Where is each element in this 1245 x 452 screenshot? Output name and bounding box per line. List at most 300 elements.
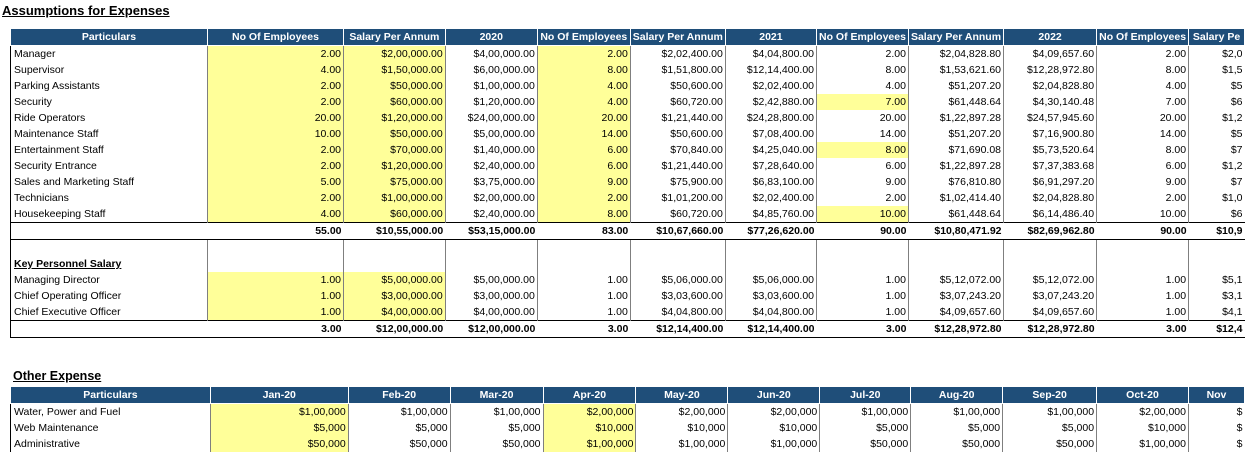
cell[interactable]: $10,55,000.00 xyxy=(344,223,446,240)
cell[interactable]: $75,900.00 xyxy=(630,174,725,190)
cell[interactable]: $2,00,000 xyxy=(728,404,820,421)
cell[interactable]: $50,000.00 xyxy=(344,126,446,142)
employee-row xyxy=(11,174,1245,190)
row-label[interactable]: Managing Director xyxy=(11,272,208,288)
cell[interactable]: 2.00 xyxy=(1097,46,1189,63)
cell[interactable] xyxy=(1189,256,1245,272)
cell[interactable]: $1,00,000 xyxy=(1003,404,1097,421)
cell[interactable]: $4,25,040.00 xyxy=(725,142,816,158)
row-label[interactable]: Security Entrance xyxy=(11,158,208,174)
cell[interactable]: $4,30,140.48 xyxy=(1004,94,1097,110)
cell[interactable]: $61,448.64 xyxy=(908,94,1003,110)
cell[interactable]: $4,00,000.00 xyxy=(344,304,446,321)
cell[interactable]: $10,000 xyxy=(1097,420,1189,436)
cell[interactable]: 8.00 xyxy=(817,62,909,78)
salary-header-col-9[interactable]: 2022 xyxy=(1004,29,1097,46)
cell[interactable]: $5,06,000.00 xyxy=(630,272,725,288)
cell[interactable]: $50,000 xyxy=(1003,436,1097,452)
cell[interactable]: $1,00,000 xyxy=(820,404,911,421)
cell[interactable]: $1,00,000 xyxy=(543,436,636,452)
other-header-col-10[interactable]: Oct-20 xyxy=(1097,387,1189,404)
cell[interactable]: $50,000 xyxy=(450,436,543,452)
cell[interactable]: $1,50,000.00 xyxy=(344,62,446,78)
employee-row xyxy=(11,46,1245,63)
cell[interactable]: $24,28,800.00 xyxy=(725,110,816,126)
cell[interactable]: 9.00 xyxy=(1097,174,1189,190)
cell[interactable]: 90.00 xyxy=(817,223,909,240)
row-label[interactable]: Manager xyxy=(11,46,208,63)
cell[interactable]: $5,1 xyxy=(1189,272,1245,288)
row-label[interactable]: Web Maintenance xyxy=(11,420,211,436)
cell[interactable]: $1,00,000.00 xyxy=(445,78,537,94)
cell[interactable]: $3,75,000.00 xyxy=(445,174,537,190)
cell[interactable]: $6,00,000.00 xyxy=(445,62,537,78)
cell[interactable]: $4,85,760.00 xyxy=(725,206,816,223)
cell[interactable]: $2,00,000 xyxy=(1097,404,1189,421)
cell[interactable]: $7,37,383.68 xyxy=(1004,158,1097,174)
cell[interactable]: $1,20,000.00 xyxy=(344,158,446,174)
other-header-col-7[interactable]: Jul-20 xyxy=(820,387,911,404)
other-header-col-2[interactable]: Feb-20 xyxy=(348,387,450,404)
salary-header-row xyxy=(11,29,1245,46)
cell[interactable]: $2,00,000 xyxy=(636,404,728,421)
cell[interactable]: $5,00,000.00 xyxy=(445,126,537,142)
cell[interactable]: $7,28,640.00 xyxy=(725,158,816,174)
other-expense-title: Other Expense xyxy=(13,369,102,383)
cell[interactable]: 5.00 xyxy=(207,174,343,190)
other-header-col-3[interactable]: Mar-20 xyxy=(450,387,543,404)
cell[interactable]: 4.00 xyxy=(207,62,343,78)
row-label[interactable]: Security xyxy=(11,94,208,110)
cell[interactable]: $1,21,440.00 xyxy=(630,110,725,126)
cell[interactable]: $7 xyxy=(1189,174,1245,190)
row-label[interactable]: Housekeeping Staff xyxy=(11,206,208,223)
salary-header-col-2[interactable]: Salary Per Annum xyxy=(344,29,446,46)
cell[interactable]: $4,04,800.00 xyxy=(725,46,816,63)
cell[interactable]: 6.00 xyxy=(537,142,630,158)
cell[interactable]: $24,00,000.00 xyxy=(445,110,537,126)
key-personnel-label: Key Personnel Salary xyxy=(11,256,208,272)
cell[interactable]: $2,42,880.00 xyxy=(725,94,816,110)
cell[interactable]: $50,600.00 xyxy=(630,78,725,94)
cell[interactable]: $1,20,000.00 xyxy=(344,110,446,126)
cell[interactable]: 1.00 xyxy=(537,304,630,321)
cell[interactable]: 8.00 xyxy=(1097,62,1189,78)
cell[interactable]: $1,53,621.60 xyxy=(908,62,1003,78)
cell[interactable]: $1,00,000 xyxy=(911,404,1003,421)
cell[interactable] xyxy=(445,256,537,272)
cell[interactable]: $50,600.00 xyxy=(630,126,725,142)
cell[interactable]: 2.00 xyxy=(207,190,343,206)
cell[interactable]: 2.00 xyxy=(207,78,343,94)
cell[interactable]: 3.00 xyxy=(537,321,630,338)
cell[interactable]: $60,720.00 xyxy=(630,206,725,223)
cell[interactable] xyxy=(207,240,343,257)
cell[interactable]: $2,04,828.80 xyxy=(908,46,1003,63)
cell[interactable]: $5,000 xyxy=(1003,420,1097,436)
cell[interactable]: $5,00,000.00 xyxy=(445,272,537,288)
cell[interactable]: $75,000.00 xyxy=(344,174,446,190)
cell[interactable]: 10.00 xyxy=(1097,206,1189,223)
cell[interactable]: 14.00 xyxy=(1097,126,1189,142)
cell[interactable]: 1.00 xyxy=(817,288,909,304)
cell[interactable]: 4.00 xyxy=(537,94,630,110)
row-label[interactable]: Chief Operating Officer xyxy=(11,288,208,304)
salary-header-col-6[interactable]: 2021 xyxy=(725,29,816,46)
cell[interactable]: $1,22,897.28 xyxy=(908,110,1003,126)
cell[interactable]: 90.00 xyxy=(1097,223,1189,240)
cell[interactable]: $2,00,000 xyxy=(543,404,636,421)
cell[interactable]: $12,14,400.00 xyxy=(725,321,816,338)
cell[interactable]: $5,000 xyxy=(450,420,543,436)
cell[interactable]: $7 xyxy=(1189,142,1245,158)
cell[interactable]: $5,73,520.64 xyxy=(1004,142,1097,158)
cell[interactable]: 2.00 xyxy=(207,46,343,63)
salary-header-col-0[interactable]: Particulars xyxy=(11,29,208,46)
cell[interactable] xyxy=(537,256,630,272)
cell[interactable]: 2.00 xyxy=(207,142,343,158)
salary-header-col-8[interactable]: Salary Per Annum xyxy=(908,29,1003,46)
cell[interactable]: 1.00 xyxy=(1097,288,1189,304)
cell[interactable]: $71,690.08 xyxy=(908,142,1003,158)
row-label[interactable]: Entertainment Staff xyxy=(11,142,208,158)
cell[interactable]: $10,67,660.00 xyxy=(630,223,725,240)
key-personnel-row xyxy=(11,288,1245,304)
cell[interactable]: 20.00 xyxy=(537,110,630,126)
key-personnel-total-row xyxy=(11,321,1245,338)
other-expense-row xyxy=(11,420,1245,436)
cell[interactable]: 8.00 xyxy=(537,62,630,78)
cell[interactable]: $7,16,900.80 xyxy=(1004,126,1097,142)
cell[interactable]: $1,00,000 xyxy=(1097,436,1189,452)
cell[interactable]: $1,00,000 xyxy=(636,436,728,452)
cell[interactable]: 1.00 xyxy=(537,272,630,288)
cell[interactable]: $1,00,000 xyxy=(450,404,543,421)
key-personnel-row xyxy=(11,304,1245,321)
cell[interactable]: 1.00 xyxy=(207,288,343,304)
cell[interactable]: 20.00 xyxy=(207,110,343,126)
cell[interactable]: $6 xyxy=(1189,94,1245,110)
cell[interactable]: 6.00 xyxy=(817,158,909,174)
cell[interactable]: 2.00 xyxy=(817,190,909,206)
cell[interactable]: 1.00 xyxy=(1097,272,1189,288)
cell[interactable]: $1,00,000 xyxy=(210,404,348,421)
cell[interactable]: 10.00 xyxy=(207,126,343,142)
cell[interactable]: 2.00 xyxy=(537,46,630,63)
cell[interactable]: $61,448.64 xyxy=(908,206,1003,223)
key-personnel-heading-row xyxy=(11,256,1245,272)
cell[interactable]: $2,02,400.00 xyxy=(630,46,725,63)
cell[interactable]: $2,02,400.00 xyxy=(725,78,816,94)
cell[interactable]: 3.00 xyxy=(207,321,343,338)
cell[interactable]: 9.00 xyxy=(537,174,630,190)
cell[interactable]: $ xyxy=(1188,420,1244,436)
cell[interactable]: 9.00 xyxy=(817,174,909,190)
cell[interactable]: $82,69,962.80 xyxy=(1004,223,1097,240)
key-personnel-row xyxy=(11,272,1245,288)
cell[interactable]: $24,57,945.60 xyxy=(1004,110,1097,126)
cell[interactable]: $4,09,657.60 xyxy=(1004,304,1097,321)
cell[interactable]: $1,22,897.28 xyxy=(908,158,1003,174)
cell[interactable]: 4.00 xyxy=(1097,78,1189,94)
row-label[interactable]: Parking Assistants xyxy=(11,78,208,94)
cell[interactable]: 7.00 xyxy=(817,94,909,110)
other-header-col-9[interactable]: Sep-20 xyxy=(1003,387,1097,404)
cell[interactable]: $51,207.20 xyxy=(908,78,1003,94)
cell[interactable]: $70,840.00 xyxy=(630,142,725,158)
cell[interactable]: 2.00 xyxy=(207,94,343,110)
cell[interactable] xyxy=(1097,256,1189,272)
other-header-col-5[interactable]: May-20 xyxy=(636,387,728,404)
cell[interactable]: $50,000.00 xyxy=(344,78,446,94)
other-header-col-8[interactable]: Aug-20 xyxy=(911,387,1003,404)
cell[interactable] xyxy=(207,256,343,272)
row-label[interactable]: Maintenance Staff xyxy=(11,126,208,142)
cell[interactable]: $10,000 xyxy=(636,420,728,436)
cell[interactable]: $2,04,828.80 xyxy=(1004,78,1097,94)
row-label[interactable] xyxy=(11,321,208,338)
cell[interactable]: $10,9 xyxy=(1189,223,1245,240)
cell[interactable] xyxy=(725,256,816,272)
cell[interactable]: $1,40,000.00 xyxy=(445,142,537,158)
employee-row xyxy=(11,110,1245,126)
cell[interactable]: $5,06,000.00 xyxy=(725,272,816,288)
row-label[interactable]: Technicians xyxy=(11,190,208,206)
cell[interactable] xyxy=(725,240,816,257)
cell[interactable]: 8.00 xyxy=(817,142,909,158)
other-header-col-11[interactable]: Nov xyxy=(1188,387,1244,404)
cell[interactable]: $1,01,200.00 xyxy=(630,190,725,206)
cell[interactable]: $53,15,000.00 xyxy=(445,223,537,240)
cell[interactable]: $5,00,000.00 xyxy=(344,272,446,288)
row-label[interactable]: Chief Executive Officer xyxy=(11,304,208,321)
cell[interactable]: 6.00 xyxy=(1097,158,1189,174)
cell[interactable]: 1.00 xyxy=(207,304,343,321)
cell[interactable]: 1.00 xyxy=(537,288,630,304)
employee-row xyxy=(11,142,1245,158)
cell[interactable]: $4,04,800.00 xyxy=(725,304,816,321)
cell[interactable]: $5 xyxy=(1189,78,1245,94)
cell[interactable]: $10,80,471.92 xyxy=(908,223,1003,240)
cell[interactable] xyxy=(908,256,1003,272)
cell[interactable]: $4,00,000.00 xyxy=(445,304,537,321)
cell[interactable]: $4,04,800.00 xyxy=(630,304,725,321)
cell[interactable]: 1.00 xyxy=(207,272,343,288)
cell[interactable] xyxy=(1097,240,1189,257)
cell[interactable]: $1,00,000 xyxy=(728,436,820,452)
cell[interactable]: 83.00 xyxy=(537,223,630,240)
cell[interactable]: $60,000.00 xyxy=(344,206,446,223)
cell[interactable]: 20.00 xyxy=(817,110,909,126)
cell[interactable]: 1.00 xyxy=(817,304,909,321)
cell[interactable]: $4,1 xyxy=(1189,304,1245,321)
other-header-col-6[interactable]: Jun-20 xyxy=(728,387,820,404)
employee-row xyxy=(11,206,1245,223)
cell[interactable]: 14.00 xyxy=(537,126,630,142)
cell[interactable]: $3,03,600.00 xyxy=(630,288,725,304)
cell[interactable]: $2,0 xyxy=(1189,46,1245,63)
other-expense-row xyxy=(11,404,1245,421)
cell[interactable]: $2,40,000.00 xyxy=(445,158,537,174)
employee-row xyxy=(11,158,1245,174)
cell[interactable]: $1,0 xyxy=(1189,190,1245,206)
cell[interactable]: 7.00 xyxy=(1097,94,1189,110)
cell[interactable]: $12,28,972.80 xyxy=(908,321,1003,338)
cell[interactable]: 55.00 xyxy=(207,223,343,240)
cell[interactable]: $60,720.00 xyxy=(630,94,725,110)
cell[interactable] xyxy=(817,240,909,257)
row-label[interactable]: Water, Power and Fuel xyxy=(11,404,211,421)
cell[interactable]: $5,12,072.00 xyxy=(1004,272,1097,288)
cell[interactable]: $5,12,072.00 xyxy=(908,272,1003,288)
cell[interactable] xyxy=(630,240,725,257)
cell[interactable]: $76,810.80 xyxy=(908,174,1003,190)
cell[interactable]: $12,28,972.80 xyxy=(1004,62,1097,78)
other-header-col-1[interactable]: Jan-20 xyxy=(210,387,348,404)
salary-header-col-3[interactable]: 2020 xyxy=(445,29,537,46)
cell[interactable]: 4.00 xyxy=(537,78,630,94)
employee-row xyxy=(11,94,1245,110)
employee-row xyxy=(11,126,1245,142)
cell[interactable]: $12,00,000.00 xyxy=(344,321,446,338)
cell[interactable]: $51,207.20 xyxy=(908,126,1003,142)
salary-table xyxy=(10,28,1245,338)
cell[interactable]: 6.00 xyxy=(537,158,630,174)
cell[interactable] xyxy=(1004,256,1097,272)
cell[interactable]: 3.00 xyxy=(817,321,909,338)
cell[interactable]: $3,00,000.00 xyxy=(445,288,537,304)
cell[interactable]: 8.00 xyxy=(1097,142,1189,158)
other-header-col-0[interactable]: Particulars xyxy=(11,387,211,404)
cell[interactable] xyxy=(445,240,537,257)
cell[interactable] xyxy=(630,256,725,272)
cell[interactable]: $5 xyxy=(1189,126,1245,142)
cell[interactable]: $3,00,000.00 xyxy=(344,288,446,304)
salary-header-col-11[interactable]: Salary Pe xyxy=(1189,29,1245,46)
cell[interactable]: $6,91,297.20 xyxy=(1004,174,1097,190)
cell[interactable]: $50,000 xyxy=(210,436,348,452)
row-label[interactable]: Sales and Marketing Staff xyxy=(11,174,208,190)
cell[interactable]: $12,14,400.00 xyxy=(630,321,725,338)
cell[interactable]: $7,08,400.00 xyxy=(725,126,816,142)
cell[interactable]: $2,40,000.00 xyxy=(445,206,537,223)
cell[interactable] xyxy=(817,256,909,272)
cell[interactable]: $6 xyxy=(1189,206,1245,223)
cell[interactable]: $70,000.00 xyxy=(344,142,446,158)
cell[interactable] xyxy=(344,256,446,272)
cell[interactable]: $4,00,000.00 xyxy=(445,46,537,63)
cell[interactable]: $4,09,657.60 xyxy=(908,304,1003,321)
cell[interactable]: $1,51,800.00 xyxy=(630,62,725,78)
cell[interactable]: $1,2 xyxy=(1189,158,1245,174)
row-label[interactable]: Supervisor xyxy=(11,62,208,78)
cell[interactable]: $77,26,620.00 xyxy=(725,223,816,240)
cell[interactable]: $1,21,440.00 xyxy=(630,158,725,174)
cell[interactable]: $60,000.00 xyxy=(344,94,446,110)
cell[interactable]: $5,000 xyxy=(348,420,450,436)
cell[interactable]: 10.00 xyxy=(817,206,909,223)
cell[interactable]: $12,00,000.00 xyxy=(445,321,537,338)
cell[interactable]: 3.00 xyxy=(1097,321,1189,338)
cell[interactable]: 2.00 xyxy=(537,190,630,206)
cell[interactable]: $2,04,828.80 xyxy=(1004,190,1097,206)
cell[interactable]: $50,000 xyxy=(911,436,1003,452)
cell[interactable]: 2.00 xyxy=(1097,190,1189,206)
cell[interactable]: 20.00 xyxy=(1097,110,1189,126)
cell[interactable]: $ xyxy=(1188,436,1244,452)
cell[interactable]: $1,5 xyxy=(1189,62,1245,78)
cell[interactable] xyxy=(1189,240,1245,257)
row-label xyxy=(11,240,208,257)
row-label[interactable]: Ride Operators xyxy=(11,110,208,126)
cell[interactable]: 2.00 xyxy=(207,158,343,174)
cell[interactable]: $2,00,000.00 xyxy=(445,190,537,206)
employee-row xyxy=(11,78,1245,94)
cell[interactable]: $1,00,000 xyxy=(348,404,450,421)
cell[interactable]: $5,000 xyxy=(820,420,911,436)
cell[interactable]: $5,000 xyxy=(210,420,348,436)
cell[interactable]: $3,03,600.00 xyxy=(725,288,816,304)
cell[interactable] xyxy=(537,240,630,257)
blank-row xyxy=(11,240,1245,257)
salary-header-col-4[interactable]: No Of Employees xyxy=(537,29,630,46)
cell[interactable]: 1.00 xyxy=(817,272,909,288)
cell[interactable]: 1.00 xyxy=(1097,304,1189,321)
cell[interactable]: $12,14,400.00 xyxy=(725,62,816,78)
cell[interactable]: 14.00 xyxy=(817,126,909,142)
cell[interactable]: 8.00 xyxy=(537,206,630,223)
row-label[interactable]: Administrative xyxy=(11,436,211,452)
cell[interactable] xyxy=(1004,240,1097,257)
cell[interactable]: $1,00,000.00 xyxy=(344,190,446,206)
salary-header-col-7[interactable]: No Of Employees xyxy=(817,29,909,46)
cell[interactable]: $50,000 xyxy=(820,436,911,452)
cell[interactable] xyxy=(908,240,1003,257)
cell[interactable]: 4.00 xyxy=(817,78,909,94)
cell[interactable]: $3,1 xyxy=(1189,288,1245,304)
cell[interactable]: $10,000 xyxy=(728,420,820,436)
cell[interactable]: $3,07,243.20 xyxy=(1004,288,1097,304)
employee-row xyxy=(11,190,1245,206)
cell[interactable]: $12,28,972.80 xyxy=(1004,321,1097,338)
row-label[interactable] xyxy=(11,223,208,240)
other-header-row xyxy=(11,387,1245,404)
cell[interactable]: $2,00,000.00 xyxy=(344,46,446,63)
salary-header-col-5[interactable]: Salary Per Annum xyxy=(630,29,725,46)
cell[interactable]: $5,000 xyxy=(911,420,1003,436)
cell[interactable]: 4.00 xyxy=(207,206,343,223)
cell[interactable]: 2.00 xyxy=(817,46,909,63)
other-header-col-4[interactable]: Apr-20 xyxy=(543,387,636,404)
salary-header-col-1[interactable]: No Of Employees xyxy=(207,29,343,46)
other-expense-table xyxy=(10,386,1245,452)
cell[interactable]: $1,2 xyxy=(1189,110,1245,126)
cell[interactable]: $1,02,414.40 xyxy=(908,190,1003,206)
cell[interactable]: $4,09,657.60 xyxy=(1004,46,1097,63)
cell[interactable]: $50,000 xyxy=(348,436,450,452)
cell[interactable]: $ xyxy=(1188,404,1244,421)
cell[interactable]: $3,07,243.20 xyxy=(908,288,1003,304)
cell[interactable]: $10,000 xyxy=(543,420,636,436)
cell[interactable] xyxy=(344,240,446,257)
salary-header-col-10[interactable]: No Of Employees xyxy=(1097,29,1189,46)
cell[interactable]: $6,14,486.40 xyxy=(1004,206,1097,223)
cell[interactable]: $1,20,000.00 xyxy=(445,94,537,110)
cell[interactable]: $12,4 xyxy=(1189,321,1245,338)
assumptions-title: Assumptions for Expenses xyxy=(2,3,170,18)
cell[interactable]: $6,83,100.00 xyxy=(725,174,816,190)
cell[interactable]: $2,02,400.00 xyxy=(725,190,816,206)
